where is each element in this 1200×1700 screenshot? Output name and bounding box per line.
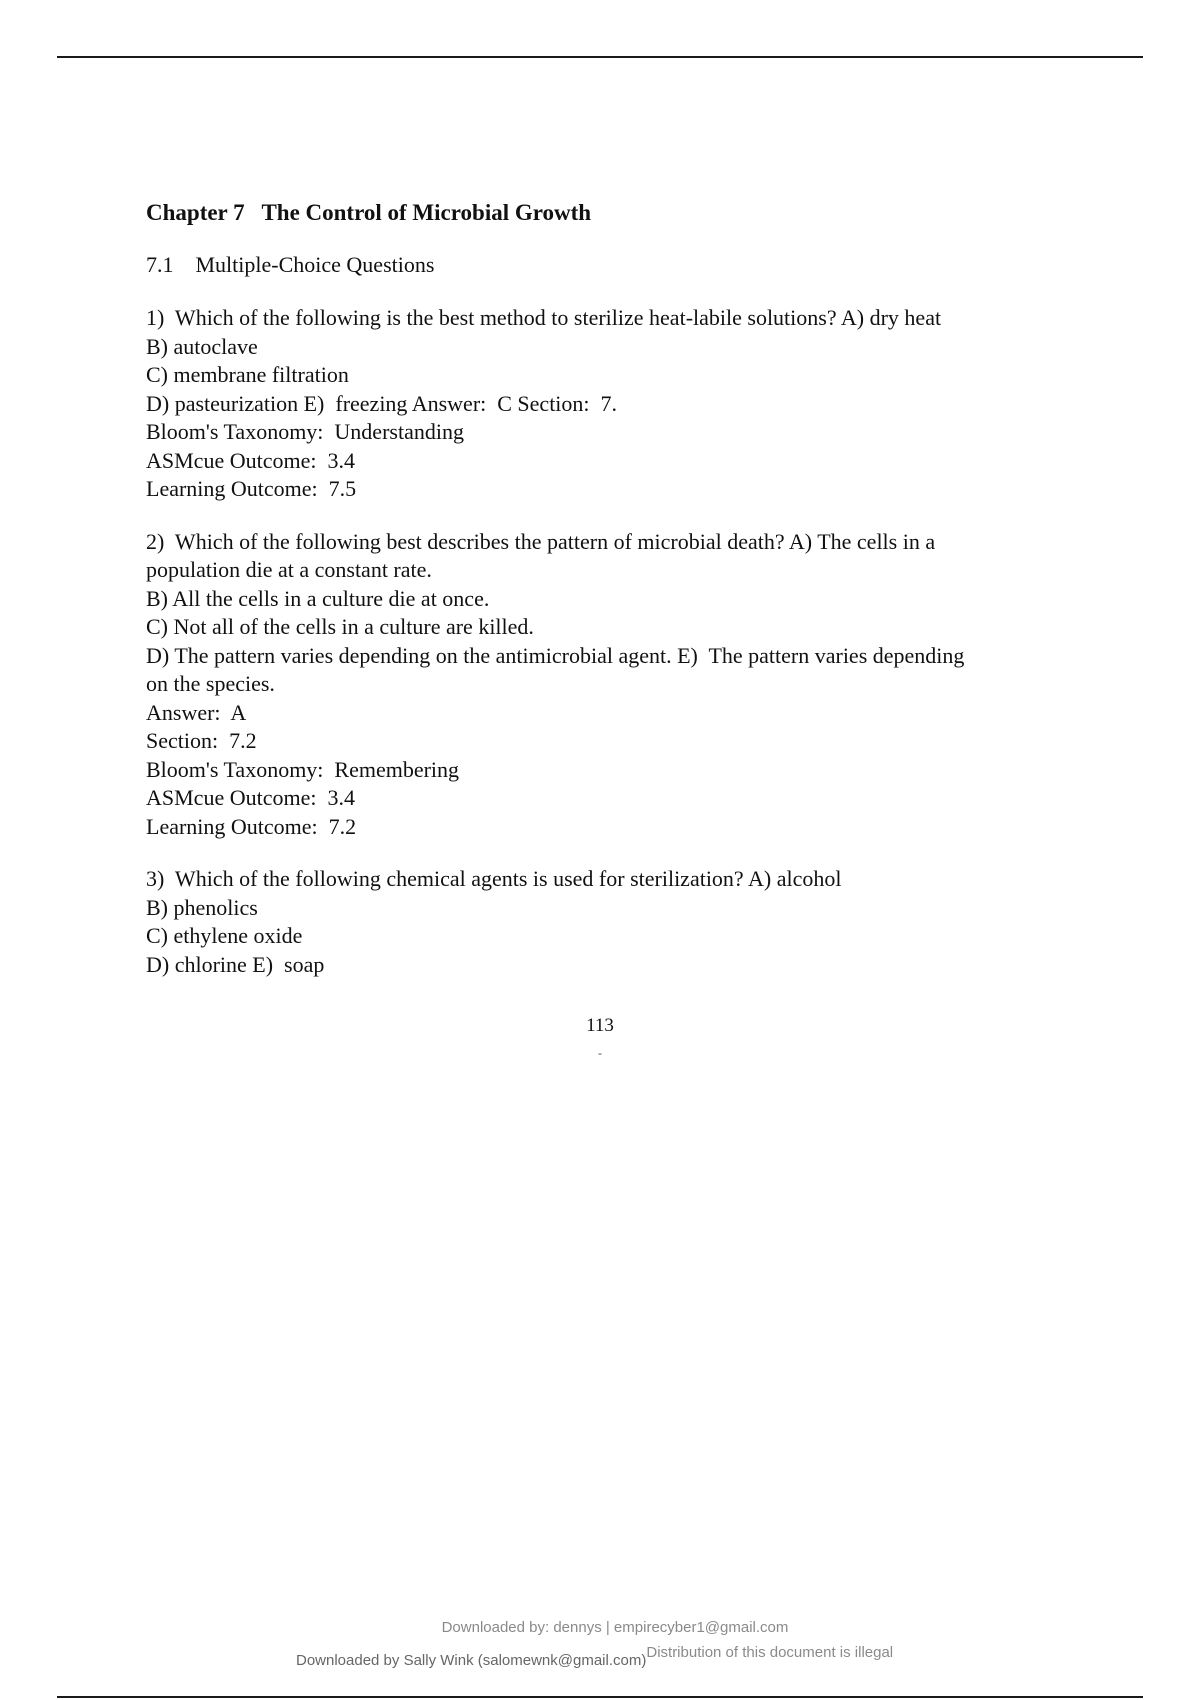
footer-rule: [57, 1696, 1143, 1698]
question-1-option-d-answer: D) pasteurization E) freezing Answer: C Section: 7.: [146, 390, 618, 416]
question-1-option-b: B) autoclave: [146, 333, 258, 359]
question-1-asmcue: ASMcue Outcome: 3.4: [146, 447, 355, 473]
question-1-blooms: Bloom's Taxonomy: Understanding: [146, 419, 464, 444]
document-body: [146, 196, 1076, 1003]
question-2-option-c: C) Not all of the cells in a culture are killed.: [146, 614, 534, 639]
question-2-option-e-cont: on the species.: [146, 671, 275, 696]
question-2-option-a-cont: population die at a constant rate.: [146, 557, 432, 582]
download-watermark-2: [296, 1644, 894, 1670]
page-number: 113: [586, 1015, 614, 1036]
distribution-notice: Distribution of this document is illegal: [646, 1644, 894, 1661]
question-2-answer: Answer: A: [146, 699, 247, 725]
question-2-asmcue: ASMcue Outcome: 3.4: [146, 785, 355, 810]
download-watermark-1: Downloaded by: dennys | empirecyber1@gmail.com: [441, 1619, 789, 1636]
download-watermark-2-user: Downloaded by Sally Wink (salomewnk@gmail.com): [296, 1652, 647, 1669]
section-heading: 7.1 Multiple-Choice Questions: [146, 252, 435, 277]
question-2-option-d-e: D) The pattern varies depending on the antimicrobial agent. E) The pattern varies depending: [146, 642, 965, 668]
question-1: [146, 304, 1076, 504]
question-2-section: Section: 7.2: [146, 728, 257, 753]
question-3-stem: 3) Which of the following chemical agents is used for sterilization? A) alcohol: [146, 866, 842, 891]
question-2-option-b: B) All the cells in a culture die at once.: [146, 585, 490, 611]
question-2-blooms: Bloom's Taxonomy: Remembering: [146, 756, 460, 782]
question-2: [146, 528, 1076, 842]
question-1-option-c: C) membrane filtration: [146, 362, 349, 387]
question-1-learning-outcome: Learning Outcome: 7.5: [146, 476, 357, 501]
page-dash: -: [598, 1046, 602, 1060]
question-1-stem: 1) Which of the following is the best method to sterilize heat-labile solutions? A) dry heat: [146, 305, 942, 330]
question-2-stem: 2) Which of the following best describes the pattern of microbial death? A) The cells in a: [146, 528, 936, 554]
question-3: [146, 865, 1076, 979]
question-3-option-c: C) ethylene oxide: [146, 923, 303, 948]
question-2-learning-outcome: Learning Outcome: 7.2: [146, 813, 357, 839]
chapter-title: Chapter 7 The Control of Microbial Growth: [146, 200, 592, 225]
header-rule: [57, 56, 1143, 58]
question-3-option-b: B) phenolics: [146, 894, 258, 920]
question-3-option-d-e: D) chlorine E) soap: [146, 951, 325, 977]
